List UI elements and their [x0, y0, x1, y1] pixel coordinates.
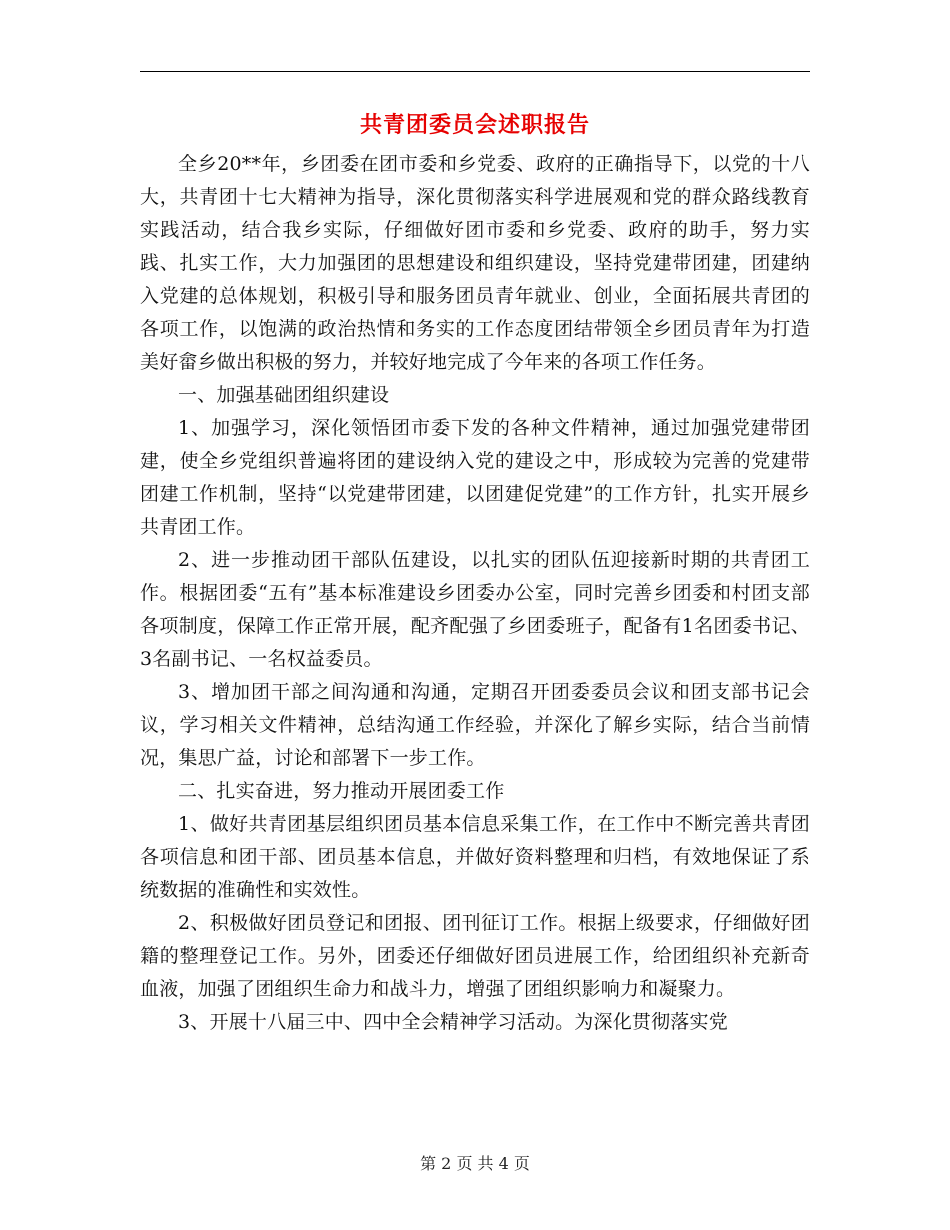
paragraph-2-1: 1、做好共青团基层组织团员基本信息采集工作，在工作中不断完善共青团各项信息和团干部、团员基本信息，并做好资料整理和归档，有效地保证了系统数据的准确性和实效性。 — [140, 813, 810, 901]
paragraph-1-1: 1、加强学习，深化领悟团市委下发的各种文件精神，通过加强党建带团建，使全乡党组织普遍将团的建设纳入党的建设之中，形成较为完善的党建带团建工作机制，坚持“以党建带团建，以团建促党建”的工作方针，扎实开展乡共青团工作。 — [140, 417, 810, 538]
intro-paragraph: 全乡20**年，乡团委在团市委和乡党委、政府的正确指导下，以党的十八大，共青团十七大精神为指导，深化贯彻落实科学进展观和党的群众路线教育实践活动，结合我乡实际，仔细做好团市委和乡党委、政府的助手，努力实践、扎实工作，大力加强团的思想建设和组织建设，坚持党建带团建，团建纳入党建的总体规划，积极引导和服务团员青年就业、创业，全面拓展共青团的各项工作，以饱满的政治热情和务实的工作态度团结带领全乡团员青年为打造美好畲乡做出积极的努力，并较好地完成了今年来的各项工作任务。 — [140, 153, 810, 373]
paragraph-1-2: 2、进一步推动团干部队伍建设，以扎实的团队伍迎接新时期的共青团工作。根据团委“五有”基本标准建设乡团委办公室，同时完善乡团委和村团支部各项制度，保障工作正常开展，配齐配强了乡团委班子，配备有1名团委书记、3名副书记、一名权益委员。 — [140, 549, 810, 670]
header-rule — [140, 71, 810, 72]
paragraph-2-2: 2、积极做好团员登记和团报、团刊征订工作。根据上级要求，仔细做好团籍的整理登记工作。另外，团委还仔细做好团员进展工作，给团组织补充新奇血液，加强了团组织生命力和战斗力，增强了团组织影响力和凝聚力。 — [140, 912, 810, 1000]
paragraph-1-3: 3、增加团干部之间沟通和沟通，定期召开团委委员会议和团支部书记会议，学习相关文件精神，总结沟通工作经验，并深化了解乡实际，结合当前情况，集思广益，讨论和部署下一步工作。 — [140, 681, 810, 769]
section-heading-2: 二、扎实奋进，努力推动开展团委工作 — [178, 780, 505, 802]
document-title: 共青团委员会述职报告 — [359, 112, 590, 138]
paragraph-2-3: 3、开展十八届三中、四中全会精神学习活动。为深化贯彻落实党 — [178, 1011, 728, 1033]
section-heading-1: 一、加强基础团组织建设 — [178, 384, 390, 406]
page-number-footer: 第 2 页 共 4 页 — [420, 1154, 530, 1173]
document-body — [140, 148, 810, 1039]
